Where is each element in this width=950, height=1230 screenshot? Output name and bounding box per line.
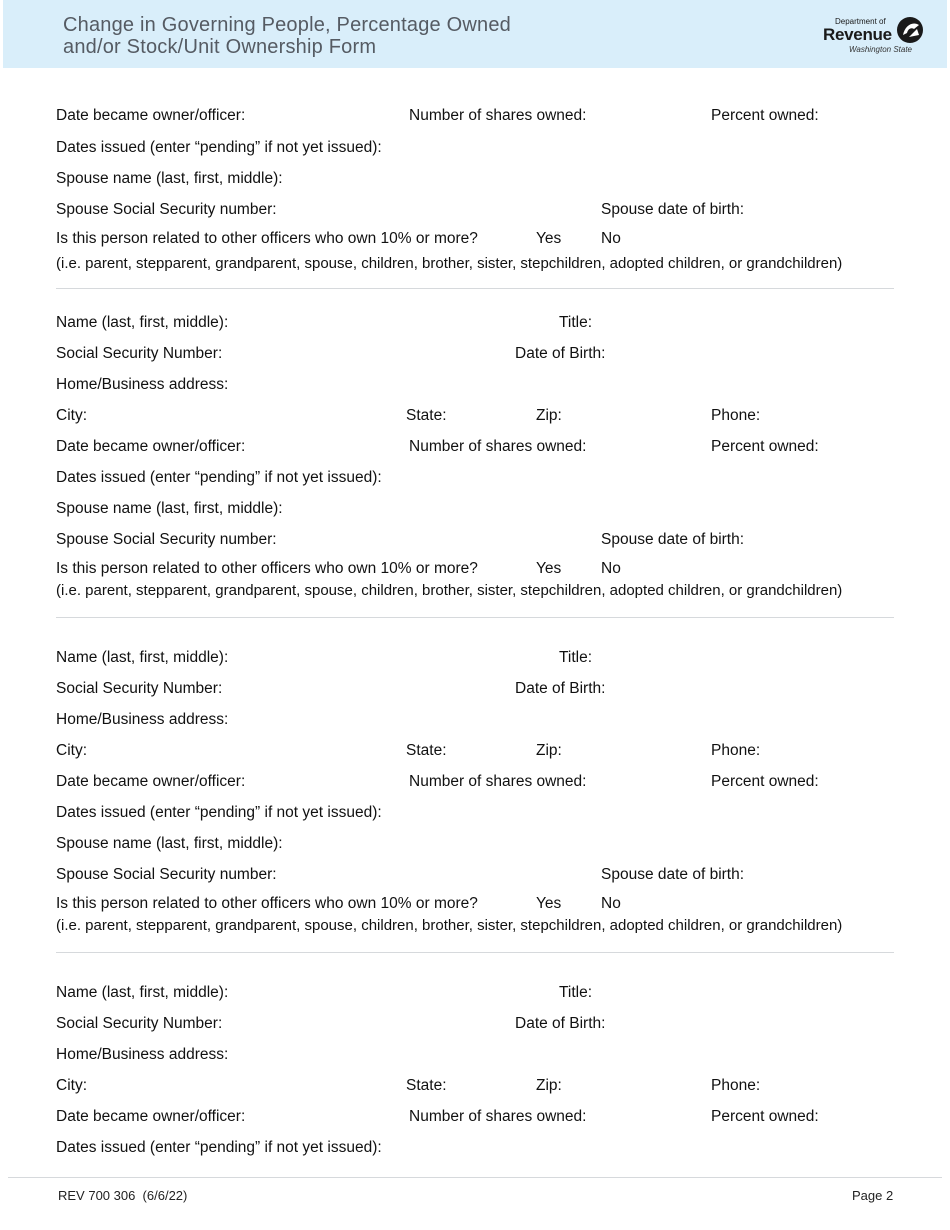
ssn-label: Social Security Number:	[56, 680, 223, 697]
ssn-label: Social Security Number:	[56, 1015, 223, 1032]
related-yes-option[interactable]: Yes	[536, 560, 562, 577]
shares-owned-label: Number of shares owned:	[409, 1108, 587, 1125]
logo-state-text: Washington State	[849, 45, 913, 54]
date-became-owner-label: Date became owner/officer:	[56, 107, 246, 124]
phone-label: Phone:	[711, 1077, 761, 1094]
form-title	[63, 14, 663, 58]
shares-owned-label: Number of shares owned:	[409, 438, 587, 455]
spouse-ssn-label: Spouse Social Security number:	[56, 201, 277, 218]
related-no-option[interactable]: No	[601, 895, 621, 912]
name-label: Name (last, first, middle):	[56, 314, 229, 331]
section-divider	[56, 288, 894, 289]
related-yes-option[interactable]: Yes	[536, 895, 562, 912]
phone-label: Phone:	[711, 742, 761, 759]
dob-label: Date of Birth:	[515, 1015, 606, 1032]
date-became-owner-label: Date became owner/officer:	[56, 1108, 246, 1125]
spouse-name-label: Spouse name (last, first, middle):	[56, 835, 283, 852]
title-label: Title:	[559, 649, 593, 666]
spouse-dob-label: Spouse date of birth:	[601, 201, 745, 218]
related-note: (i.e. parent, stepparent, grandparent, spouse, children, brother, sister, stepchildren, adopted children, or grandchildren)	[56, 255, 843, 272]
dob-label: Date of Birth:	[515, 345, 606, 362]
date-became-owner-label: Date became owner/officer:	[56, 438, 246, 455]
state-label: State:	[406, 742, 447, 759]
spouse-dob-label: Spouse date of birth:	[601, 531, 745, 548]
address-label: Home/Business address:	[56, 711, 229, 728]
percent-owned-label: Percent owned:	[711, 107, 819, 124]
percent-owned-label: Percent owned:	[711, 1108, 819, 1125]
dates-issued-label: Dates issued (enter “pending” if not yet issued):	[56, 469, 382, 486]
form-title-line2: and/or Stock/Unit Ownership Form	[63, 36, 377, 58]
spouse-ssn-label: Spouse Social Security number:	[56, 531, 277, 548]
dates-issued-label: Dates issued (enter “pending” if not yet issued):	[56, 804, 382, 821]
related-no-option[interactable]: No	[601, 230, 621, 247]
zip-label: Zip:	[536, 742, 562, 759]
city-label: City:	[56, 1077, 87, 1094]
dates-issued-label: Dates issued (enter “pending” if not yet issued):	[56, 1139, 382, 1156]
spouse-name-label: Spouse name (last, first, middle):	[56, 500, 283, 517]
form-title-line1: Change in Governing People, Percentage Owned	[63, 14, 511, 36]
related-note: (i.e. parent, stepparent, grandparent, spouse, children, brother, sister, stepchildren, adopted children, or grandchildren)	[56, 582, 843, 599]
title-label: Title:	[559, 984, 593, 1001]
related-question-label: Is this person related to other officers who own 10% or more?	[56, 560, 478, 577]
state-label: State:	[406, 1077, 447, 1094]
related-question-label: Is this person related to other officers who own 10% or more?	[56, 230, 478, 247]
percent-owned-label: Percent owned:	[711, 773, 819, 790]
percent-owned-label: Percent owned:	[711, 438, 819, 455]
date-became-owner-label: Date became owner/officer:	[56, 773, 246, 790]
dates-issued-label: Dates issued (enter “pending” if not yet issued):	[56, 139, 382, 156]
related-note: (i.e. parent, stepparent, grandparent, spouse, children, brother, sister, stepchildren, adopted children, or grandchildren)	[56, 917, 843, 934]
related-yes-option[interactable]: Yes	[536, 230, 562, 247]
city-label: City:	[56, 742, 87, 759]
logo-dept-text: Department of	[835, 17, 886, 26]
related-no-option[interactable]: No	[601, 560, 621, 577]
section-divider	[56, 952, 894, 953]
dob-label: Date of Birth:	[515, 680, 606, 697]
city-label: City:	[56, 407, 87, 424]
name-label: Name (last, first, middle):	[56, 984, 229, 1001]
title-label: Title:	[559, 314, 593, 331]
shares-owned-label: Number of shares owned:	[409, 773, 587, 790]
spouse-ssn-label: Spouse Social Security number:	[56, 866, 277, 883]
zip-label: Zip:	[536, 407, 562, 424]
page-number: Page 2	[852, 1188, 894, 1203]
dor-logo	[821, 15, 931, 59]
spouse-name-label: Spouse name (last, first, middle):	[56, 170, 283, 187]
address-label: Home/Business address:	[56, 1046, 229, 1063]
state-label: State:	[406, 407, 447, 424]
ssn-label: Social Security Number:	[56, 345, 223, 362]
shares-owned-label: Number of shares owned:	[409, 107, 587, 124]
form-id: REV 700 306 (6/6/22)	[58, 1188, 188, 1203]
related-question-label: Is this person related to other officers who own 10% or more?	[56, 895, 478, 912]
name-label: Name (last, first, middle):	[56, 649, 229, 666]
dor-emblem-icon	[895, 15, 925, 45]
page-header	[3, 0, 947, 68]
footer-divider	[8, 1177, 942, 1178]
zip-label: Zip:	[536, 1077, 562, 1094]
address-label: Home/Business address:	[56, 376, 229, 393]
logo-revenue-text: Revenue	[823, 25, 892, 44]
phone-label: Phone:	[711, 407, 761, 424]
section-divider	[56, 617, 894, 618]
spouse-dob-label: Spouse date of birth:	[601, 866, 745, 883]
